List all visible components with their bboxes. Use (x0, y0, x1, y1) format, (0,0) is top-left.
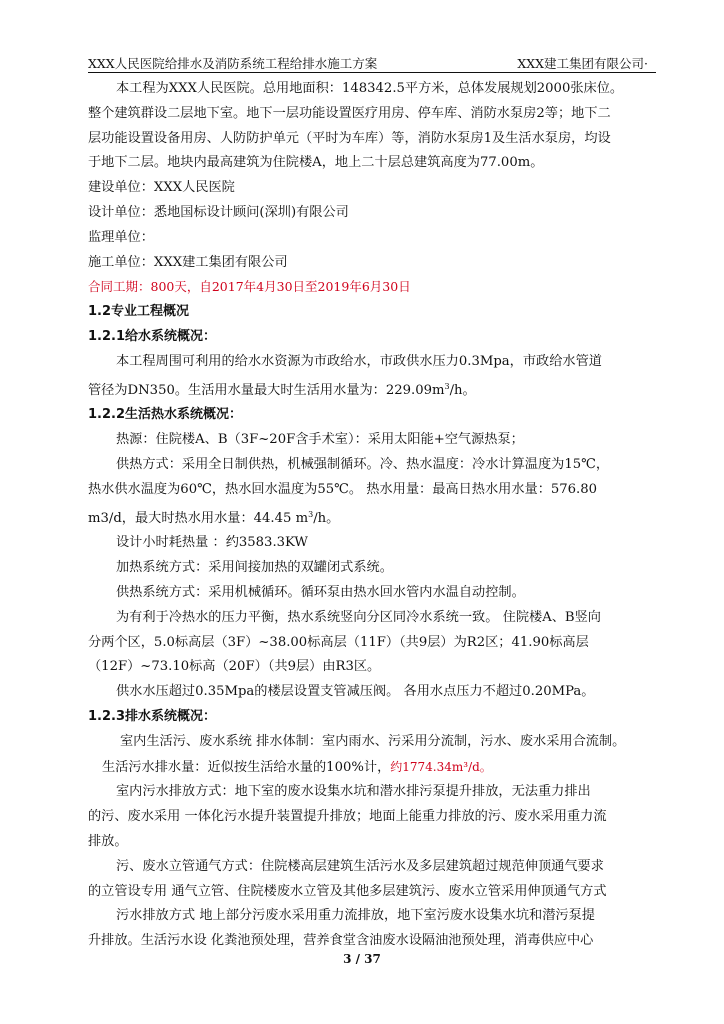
contract-period: 合同工期：800天，自2017年4月30日至2019年6月30日 (88, 279, 411, 295)
supply-mode-line: 热水供水温度为60℃，热水回水温度为55℃。 热水用量：最高日热水用水量：576.80 (88, 481, 598, 497)
sewage-volume: 约1774.34m³/d。 (390, 759, 492, 774)
vent-line: 的立管设专用 通气立管、住院楼废水立管及其他多层建筑污、废水立管采用伸顶通气方式 (88, 883, 607, 899)
circulation-system: 供热系统方式：采用机械循环。循环泵由热水回水管内水温自动控制。 (116, 584, 525, 600)
section-1-2-1-title: 1.2.1给水系统概况： (88, 328, 217, 344)
zoning-line: 分两个区，5.0标高层（3F）~38.00标高层（11F）（共9层）为R2区；41.90标高层 (88, 634, 589, 650)
drainage-line: 室内生活污、废水系统 排水体制：室内雨水、污采用分流制，污水、废水采用合流制。 (120, 733, 626, 749)
intro-line: 本工程为XXX人民医院。总用地面积：148342.5平方米，总体发展规划2000张床位。 (116, 81, 624, 96)
heating-system: 加热系统方式：采用间接加热的双罐闭式系统。 (116, 560, 393, 576)
supply-mode-line: m3/d，最大时热水用水量：44.45 $m^3/h$。 (88, 509, 340, 526)
section-1-2-2-title: 1.2.2生活热水系统概况： (88, 407, 243, 423)
supervise-unit: 监理单位： (88, 229, 154, 245)
header-doc-title: XXX人民医院给排水及消防系统工程给排水施工方案 (88, 56, 378, 71)
sewage-discharge-line: 的污、废水采用 一体化污水提升装置提升排放；地面上能重力排放的污、废水采用重力流 (88, 809, 607, 825)
intro-line: 整个建筑群设二层地下室。地下一层功能设置医疗用房、停车库、消防水泵房2等；地下二 (88, 105, 611, 121)
header-company: XXX建工集团有限公司· (517, 56, 648, 71)
page-number: 3 / 37 (343, 952, 381, 966)
water-supply-line: 管径为DN350。生活用水量最大时生活用水量为：$229.09m^3/h$。 (88, 381, 476, 398)
discharge-mode-line: 升排放。生活污水设 化粪池预处理，营养食堂含油废水设隔油池预处理，消毒供应中心 (88, 933, 594, 949)
hourly-heat: 设计小时耗热量 ：约3583.3KW (116, 535, 308, 551)
discharge-mode-line: 污水排放方式 地上部分污废水采用重力流排放，地下室污废水设集水坑和潜污泵提 (116, 908, 595, 924)
document-body (88, 77, 658, 954)
section-1-2-3-title: 1.2.3排水系统概况： (88, 708, 217, 724)
page-header (88, 56, 648, 72)
heat-source: 热源：住院楼A、B（3F~20F含手术室）：采用太阳能+空气源热泵； (116, 432, 524, 448)
section-1-2-title: 1.2专业工程概况 (88, 304, 190, 320)
supply-mode-line: 供热方式：采用全日制供热，机械强制循环。冷、热水温度：冷水计算温度为15℃， (116, 456, 610, 472)
zoning-line: （12F）~73.10标高（20F）（共9层）由R3区。 (88, 659, 381, 675)
intro-line: 层功能设置设备用房、人防防护单元（平时为车库）等，消防水泵房1及生活水泵房，均设 (88, 130, 611, 146)
sewage-discharge-line: 室内污水排放方式：地下室的废水设集水坑和潜水排污泵提升排放，无法重力排出 (116, 784, 591, 800)
water-supply-line: 本工程周围可利用的给水水资源为市政给水，市政供水压力0.3Mpa，市政给水管道 (116, 353, 602, 369)
header-rule (88, 72, 656, 73)
intro-line: 于地下二层。地块内最高建筑为住院楼A，地上二十层总建筑高度为77.00m。 (88, 155, 544, 171)
drainage-line: 生活污水排水量：近似按生活给水量的100%计，约1774.34m³/d。 (102, 759, 492, 775)
design-unit: 设计单位：悉地国标设计顾问(深圳)有限公司 (88, 204, 349, 220)
build-unit: 建设单位：XXX人民医院 (88, 180, 235, 196)
construct-unit: 施工单位：XXX建工集团有限公司 (88, 254, 288, 270)
sewage-discharge-line: 排放。 (88, 833, 128, 849)
vent-line: 污、废水立管通气方式：住院楼高层建筑生活污水及多层建筑超过规范伸顶通气要求 (116, 858, 604, 874)
zoning-line: 为有利于冷热水的压力平衡，热水系统竖向分区同冷水系统一致。 住院楼A、B竖向 (116, 609, 601, 625)
pressure-line: 供水水压超过0.35Mpa的楼层设置支管减压阀。 各用水点压力不超过0.20MPa。 (116, 684, 595, 700)
